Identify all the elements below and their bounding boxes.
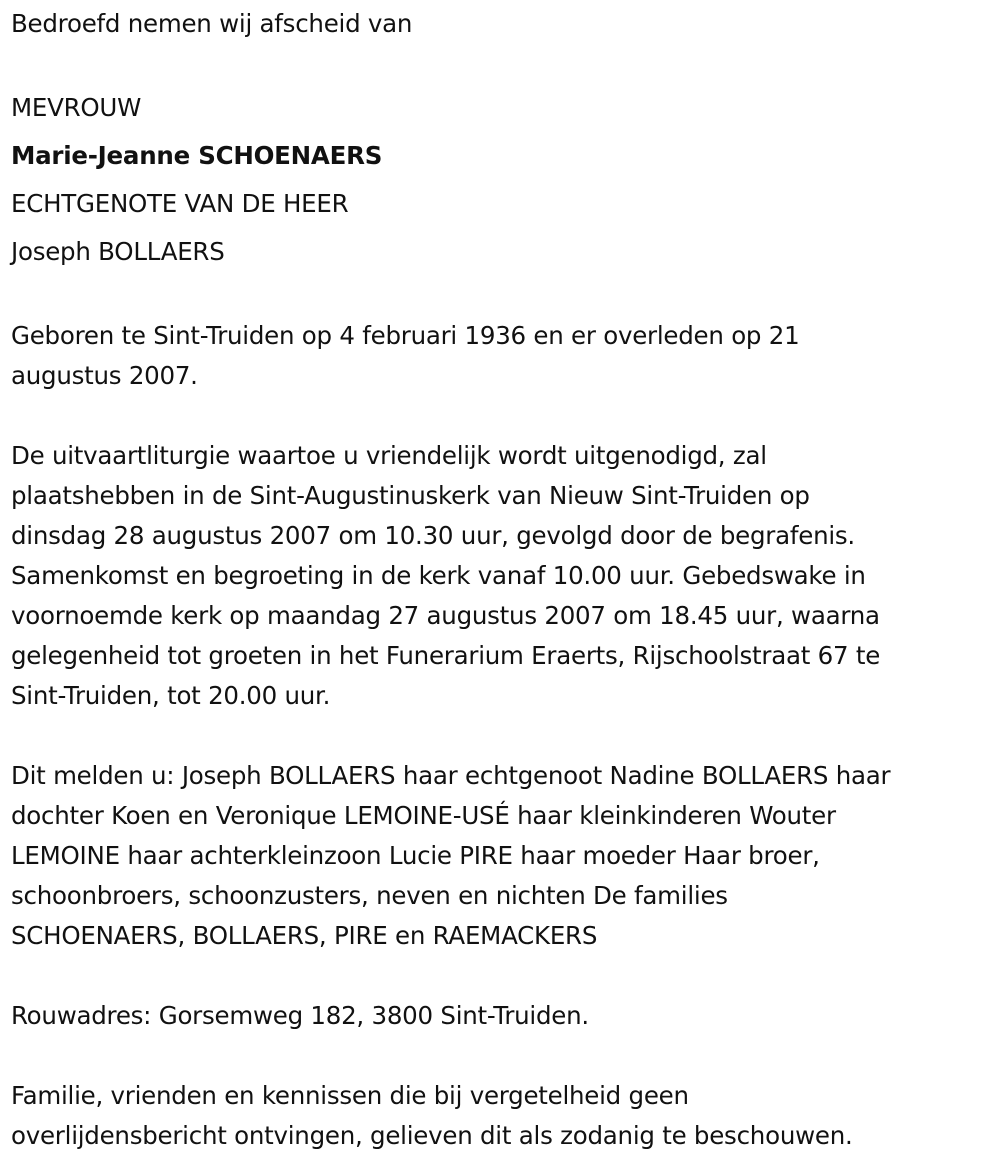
paragraph-line: plaatshebben in de Sint-Augustinuskerk van Nieuw Sint-Truiden op [11,481,810,510]
relation-line: ECHTGENOTE VAN DE HEER [11,189,349,218]
spacer [11,44,991,84]
spouse-name: Joseph BOLLAERS [11,237,225,266]
paragraph-line: De uitvaartliturgie waartoe u vriendelijk wordt uitgenodigd, zal [11,441,767,470]
paragraph-line: LEMOINE haar achterkleinzoon Lucie PIRE haar moeder Haar broer, [11,841,820,870]
paragraph-line: overlijdensbericht ontvingen, gelieven dit als zodanig te beschouwen. [11,1121,853,1150]
funeral-paragraph [11,436,991,716]
paragraph-line: gelegenheid tot groeten in het Funerarium Eraerts, Rijschoolstraat 67 te [11,641,881,670]
spacer [11,956,991,996]
spacer [11,716,991,756]
spacer [11,1036,991,1076]
announcers-paragraph [11,756,991,956]
paragraph-line: voornoemde kerk op maandag 27 augustus 2007 om 18.45 uur, waarna [11,601,880,630]
deceased-name: Marie-Jeanne SCHOENAERS [11,141,383,170]
paragraph-line: SCHOENAERS, BOLLAERS, PIRE en RAEMACKERS [11,921,598,950]
obituary-document [11,4,991,1156]
paragraph-line: Familie, vrienden en kennissen die bij vergetelheid geen [11,1081,689,1110]
spacer [11,276,991,316]
address-line: Rouwadres: Gorsemweg 182, 3800 Sint-Truiden. [11,1001,589,1030]
intro-line: Bedroefd nemen wij afscheid van [11,9,413,38]
paragraph-line: Dit melden u: Joseph BOLLAERS haar echtgenoot Nadine BOLLAERS haar [11,761,891,790]
paragraph-line: Sint-Truiden, tot 20.00 uur. [11,681,331,710]
paragraph-line: dochter Koen en Veronique LEMOINE-USÉ haar kleinkinderen Wouter [11,801,836,830]
paragraph-line: augustus 2007. [11,361,198,390]
name-block [11,84,991,276]
paragraph-line: Samenkomst en begroeting in de kerk vanaf 10.00 uur. Gebedswake in [11,561,866,590]
closing-paragraph [11,1076,991,1156]
title-line: MEVROUW [11,93,142,122]
spacer [11,396,991,436]
paragraph-line: Geboren te Sint-Truiden op 4 februari 1936 en er overleden op 21 [11,321,800,350]
birth-death-paragraph [11,316,991,396]
paragraph-line: schoonbroers, schoonzusters, neven en nichten De families [11,881,728,910]
paragraph-line: dinsdag 28 augustus 2007 om 10.30 uur, gevolgd door de begrafenis. [11,521,855,550]
